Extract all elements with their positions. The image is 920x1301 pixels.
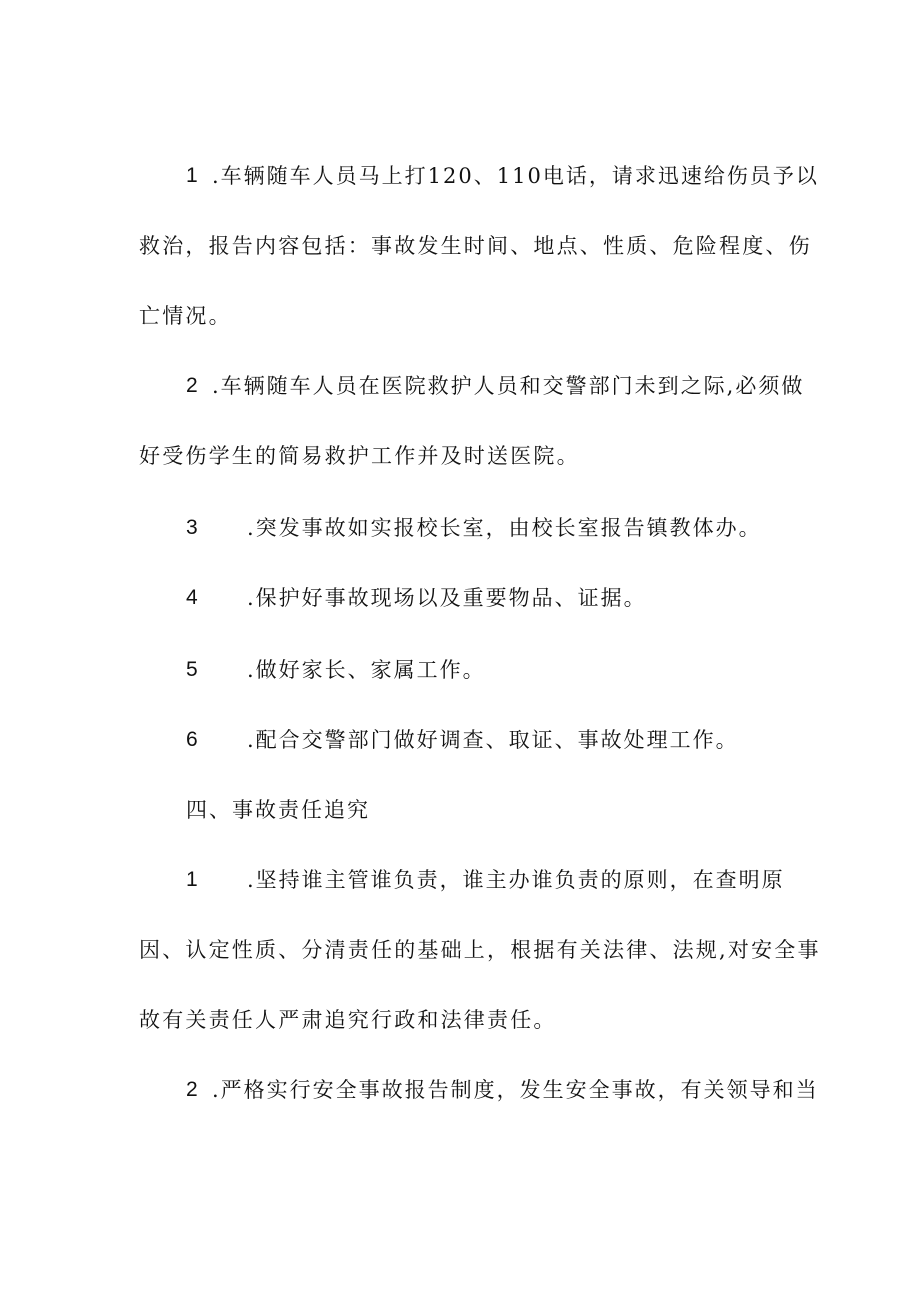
item-text: .配合交警部门做好调查、取证、事故处理工作。: [247, 728, 739, 752]
item-text: .坚持谁主管谁负责，谁主办谁负责的原则，在查明原: [247, 868, 785, 892]
item-number: 1: [186, 868, 198, 891]
item-text: .保护好事故现场以及重要物品、证据。: [247, 586, 647, 610]
item-number: 3: [186, 516, 198, 539]
item-text: .车辆随车人员在医院救护人员和交警部门未到之际,必须做: [212, 374, 805, 398]
item-text: .突发事故如实报校长室，由校长室报告镇教体办。: [247, 516, 762, 540]
item-number: 4: [186, 586, 198, 609]
item-text: .严格实行安全事故报告制度，发生安全事故，有关领导和当: [212, 1078, 819, 1102]
item-text: 好受伤学生的简易救护工作并及时送医院。: [139, 444, 580, 468]
item-number: 5: [186, 658, 198, 681]
item-number: 1: [186, 164, 198, 187]
item-number: 2: [186, 374, 198, 397]
item-text: 救治，报告内容包括：事故发生时间、地点、性质、危险程度、伤: [139, 234, 812, 258]
item-text: 因、认定性质、分清责任的基础上，根据有关法律、法规,对安全事: [139, 938, 821, 962]
item-text: .做好家长、家属工作。: [247, 658, 486, 682]
item-number: 6: [186, 728, 198, 751]
item-text: 亡情况。: [139, 304, 232, 328]
item-number: 2: [186, 1078, 198, 1101]
item-text: .车辆随车人员马上打120、110电话，请求迅速给伤员予以: [212, 164, 819, 188]
section-heading-text: 四、事故责任追究: [186, 798, 370, 822]
item-text: 故有关责任人严肃追究行政和法律责任。: [139, 1008, 557, 1032]
